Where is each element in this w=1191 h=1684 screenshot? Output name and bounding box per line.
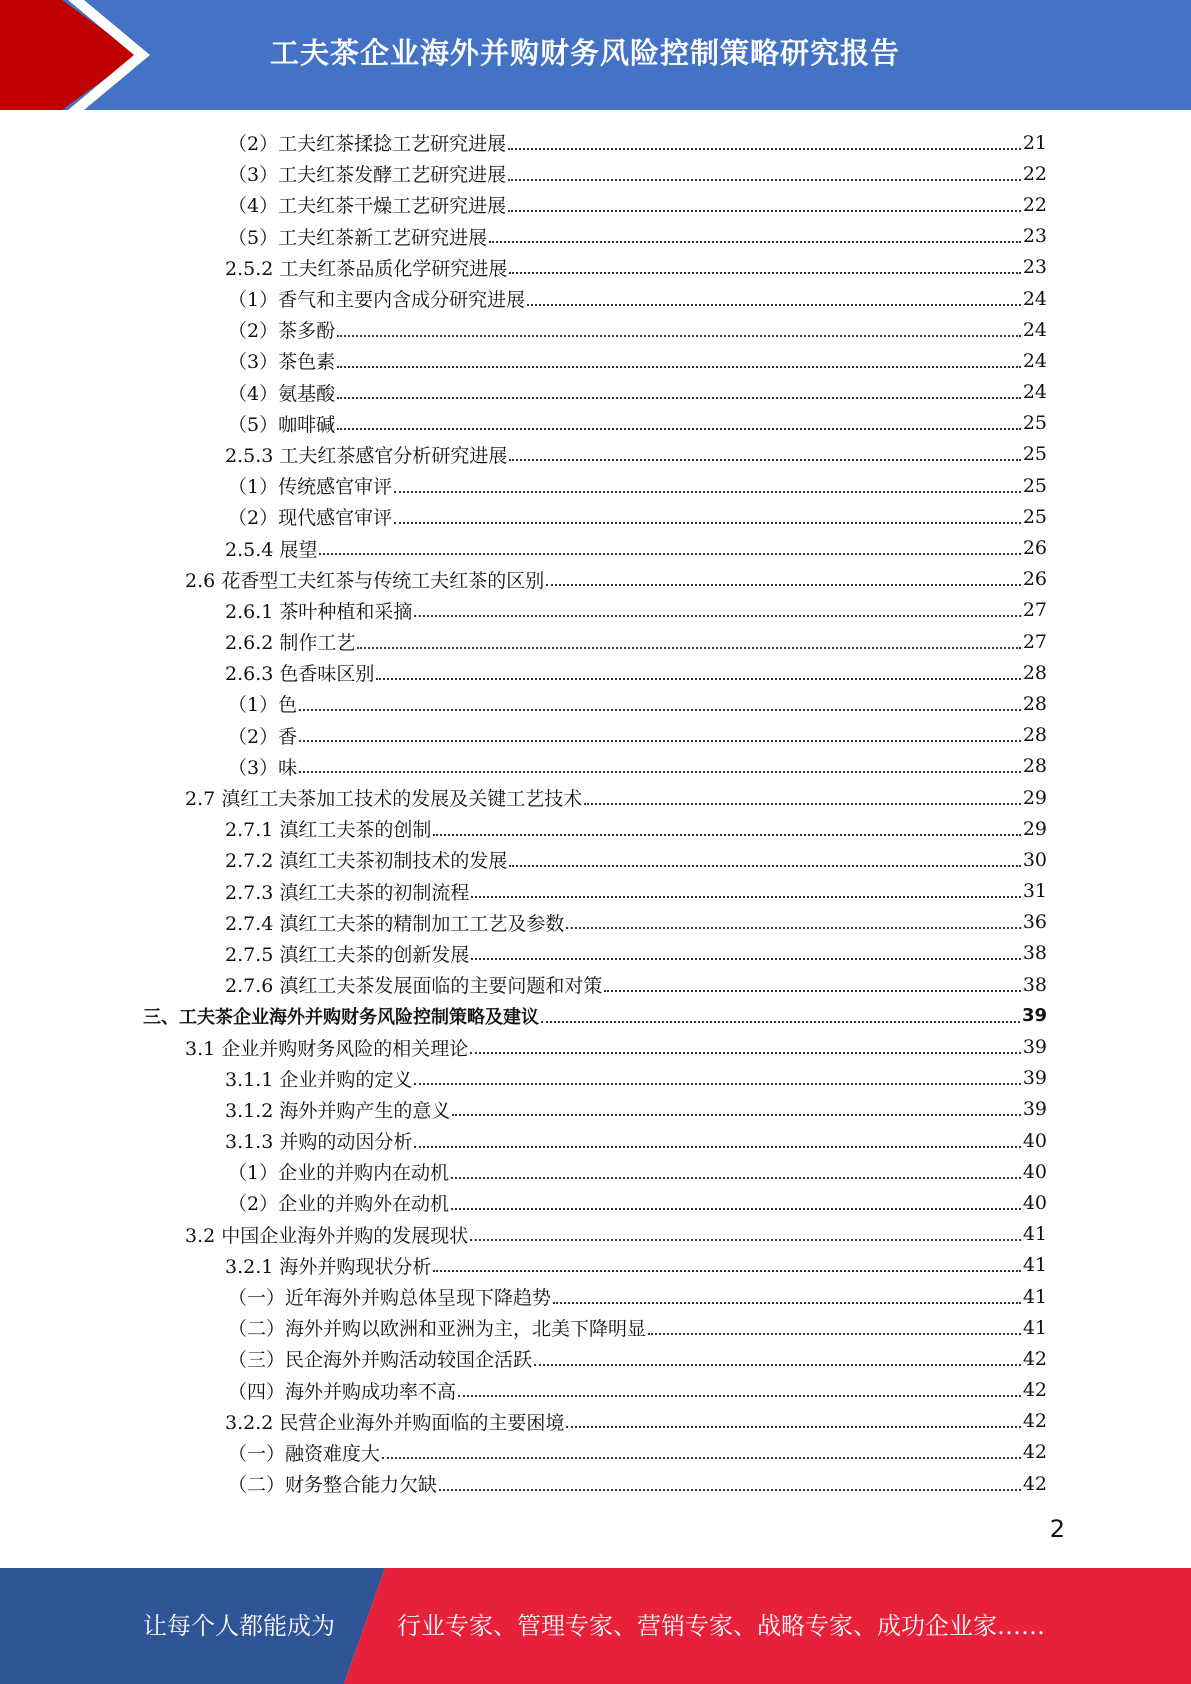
toc-entry-label: 2.7.4 滇红工夫茶的精制加工工艺及参数 — [225, 912, 565, 935]
toc-dot-leader — [508, 179, 1021, 181]
toc-entry-label: （3）味 — [228, 756, 298, 779]
toc-dot-leader — [414, 1083, 1020, 1085]
toc-entry[interactable] — [0, 1281, 1191, 1312]
toc-entry-page: 39 — [1021, 1005, 1047, 1027]
toc-entry-page: 30 — [1022, 848, 1047, 871]
toc-entry-label: 2.6.1 茶叶种植和采摘 — [225, 600, 413, 623]
toc-dot-leader — [319, 553, 1020, 555]
footer-slogan-right: 行业专家、管理专家、营销专家、战略专家、成功企业家…… — [397, 1612, 1045, 1640]
toc-dot-leader — [337, 397, 1021, 399]
toc-dot-leader — [337, 428, 1021, 430]
toc-entry[interactable] — [0, 1250, 1191, 1281]
toc-entry-label: 3.1.3 并购的动因分析 — [225, 1131, 413, 1154]
toc-dot-leader — [433, 834, 1020, 836]
toc-entry-page: 40 — [1022, 1160, 1047, 1183]
toc-entry-page: 23 — [1022, 256, 1047, 279]
toc-entry-label: 2.6 花香型工夫红茶与传统工夫红茶的区别 — [185, 569, 545, 592]
toc-entry-label: 2.7.2 滇红工夫茶初制技术的发展 — [225, 850, 508, 873]
toc-entry[interactable] — [0, 252, 1191, 283]
toc-entry-page: 28 — [1022, 755, 1047, 778]
toc-entry-page: 42 — [1022, 1472, 1047, 1495]
toc-entry-label: （二）海外并购以欧洲和亚洲为主，北美下降明显 — [228, 1318, 647, 1341]
toc-entry-page: 24 — [1022, 287, 1047, 310]
toc-dot-leader — [541, 1021, 1020, 1023]
toc-entry[interactable] — [0, 1031, 1191, 1062]
toc-dot-leader — [458, 1395, 1021, 1397]
toc-entry-page: 42 — [1022, 1410, 1047, 1433]
toc-entry-page: 38 — [1022, 942, 1047, 965]
toc-dot-leader — [553, 1302, 1021, 1304]
toc-dot-leader — [584, 803, 1021, 805]
toc-entry[interactable] — [0, 751, 1191, 782]
toc-entry-label: （二）财务整合能力欠缺 — [228, 1474, 438, 1497]
toc-entry-label: （3）工夫红茶发酵工艺研究进展 — [228, 164, 507, 187]
toc-entry-label: （2）香 — [228, 725, 298, 748]
toc-dot-leader — [452, 1114, 1020, 1116]
toc-entry-label: 2.7.1 滇红工夫茶的创制 — [225, 819, 432, 842]
toc-entry-page: 23 — [1022, 225, 1047, 248]
toc-entry-page: 22 — [1022, 162, 1047, 185]
toc-dot-leader — [394, 491, 1021, 493]
toc-entry-label: （1）传统感官审评 — [228, 476, 393, 499]
toc-entry-label: （2）工夫红茶揉捻工艺研究进展 — [228, 133, 507, 156]
toc-entry-page: 24 — [1022, 349, 1047, 372]
toc-entry-page: 24 — [1022, 318, 1047, 341]
toc-dot-leader — [534, 1364, 1021, 1366]
toc-entry[interactable] — [0, 470, 1191, 501]
toc-entry-label: （5）咖啡碱 — [228, 413, 336, 436]
toc-entry-label: 三、工夫茶企业海外并购财务风险控制策略及建议 — [143, 1006, 539, 1028]
toc-entry[interactable] — [0, 782, 1191, 813]
toc-entry-label: （2）现代感官审评 — [228, 507, 393, 530]
toc-entry-label: （1）色 — [228, 694, 298, 717]
toc-entry-page: 26 — [1022, 537, 1047, 560]
toc-entry[interactable] — [0, 626, 1191, 657]
toc-entry-label: 2.7.3 滇红工夫茶的初制流程 — [225, 881, 470, 904]
toc-dot-leader — [337, 366, 1021, 368]
toc-entry[interactable] — [0, 1219, 1191, 1250]
toc-entry-label: （1）企业的并购内在动机 — [228, 1162, 450, 1185]
toc-entry-page: 31 — [1022, 880, 1047, 903]
toc-entry-page: 41 — [1022, 1285, 1047, 1308]
toc-entry-page: 36 — [1022, 911, 1047, 934]
toc-entry[interactable] — [0, 657, 1191, 688]
toc-entry-label: （四）海外并购成功率不高 — [228, 1380, 457, 1403]
toc-dot-leader — [451, 1177, 1021, 1179]
toc-entry-page: 29 — [1022, 817, 1047, 840]
toc-entry-page: 29 — [1022, 786, 1047, 809]
toc-dot-leader — [433, 1270, 1020, 1272]
toc-entry-page: 28 — [1022, 661, 1047, 684]
toc-entry-page: 41 — [1022, 1316, 1047, 1339]
toc-entry-label: （1）香气和主要内含成分研究进展 — [228, 289, 526, 312]
toc-entry[interactable] — [0, 1312, 1191, 1343]
toc-dot-leader — [509, 865, 1020, 867]
toc-entry-label: 3.2 中国企业海外并购的发展现状 — [185, 1224, 469, 1247]
toc-entry-label: 2.5.3 工夫红茶感官分析研究进展 — [225, 444, 508, 467]
toc-entry-page: 41 — [1022, 1223, 1047, 1246]
toc-entry-label: 3.1.1 企业并购的定义 — [225, 1068, 413, 1091]
toc-entry-label: 3.2.2 民营企业海外并购面临的主要困境 — [225, 1411, 565, 1434]
table-of-contents — [0, 127, 1191, 1499]
toc-entry-label: 2.5.2 工夫红茶品质化学研究进展 — [225, 257, 508, 280]
toc-entry-label: （2）茶多酚 — [228, 320, 336, 343]
toc-dot-leader — [508, 210, 1021, 212]
toc-entry-page: 42 — [1022, 1347, 1047, 1370]
toc-entry-label: （一）融资难度大 — [228, 1442, 381, 1465]
toc-entry[interactable] — [0, 221, 1191, 252]
page-footer — [0, 1568, 1191, 1684]
toc-entry[interactable] — [0, 688, 1191, 719]
toc-dot-leader — [566, 1426, 1020, 1428]
header-arrow-decoration — [0, 0, 160, 110]
toc-entry[interactable] — [0, 720, 1191, 751]
report-title: 工夫茶企业海外并购财务风险控制策略研究报告 — [270, 36, 901, 70]
toc-entry-label: 2.6.2 制作工艺 — [225, 632, 356, 655]
toc-entry[interactable] — [0, 1063, 1191, 1094]
toc-entry[interactable] — [0, 345, 1191, 376]
toc-entry[interactable] — [0, 1000, 1191, 1031]
toc-dot-leader — [604, 990, 1020, 992]
toc-entry-page: 25 — [1022, 505, 1047, 528]
toc-entry[interactable] — [0, 1406, 1191, 1437]
toc-dot-leader — [489, 241, 1021, 243]
toc-dot-leader — [299, 771, 1021, 773]
toc-entry-page: 39 — [1022, 1098, 1047, 1121]
toc-entry-page: 27 — [1022, 630, 1047, 653]
toc-entry[interactable] — [0, 813, 1191, 844]
toc-entry-page: 38 — [1022, 973, 1047, 996]
toc-entry[interactable] — [0, 1125, 1191, 1156]
toc-entry-page: 21 — [1022, 131, 1047, 154]
toc-entry[interactable] — [0, 158, 1191, 189]
toc-entry[interactable] — [0, 564, 1191, 595]
toc-entry-page: 25 — [1022, 474, 1047, 497]
toc-entry-page: 39 — [1022, 1067, 1047, 1090]
footer-slogan-left: 让每个人都能成为 — [143, 1612, 335, 1640]
toc-entry[interactable] — [0, 501, 1191, 532]
toc-entry[interactable] — [0, 1094, 1191, 1125]
toc-entry[interactable] — [0, 1156, 1191, 1187]
toc-entry[interactable] — [0, 377, 1191, 408]
toc-dot-leader — [470, 1239, 1021, 1241]
toc-entry-label: 2.6.3 色香味区别 — [225, 663, 375, 686]
toc-dot-leader — [299, 709, 1021, 711]
toc-dot-leader — [527, 304, 1021, 306]
toc-entry-label: （2）企业的并购外在动机 — [228, 1193, 450, 1216]
toc-entry[interactable] — [0, 1468, 1191, 1499]
toc-entry-page: 28 — [1022, 724, 1047, 747]
toc-dot-leader — [546, 584, 1021, 586]
toc-entry[interactable] — [0, 314, 1191, 345]
toc-entry-label: （3）茶色素 — [228, 351, 336, 374]
toc-dot-leader — [471, 896, 1020, 898]
toc-entry-label: 3.1.2 海外并购产生的意义 — [225, 1099, 451, 1122]
toc-dot-leader — [414, 615, 1020, 617]
toc-entry-page: 41 — [1022, 1254, 1047, 1277]
toc-dot-leader — [648, 1333, 1021, 1335]
toc-entry-page: 24 — [1022, 381, 1047, 404]
toc-dot-leader — [451, 1208, 1021, 1210]
toc-dot-leader — [470, 1052, 1021, 1054]
toc-entry-page: 42 — [1022, 1441, 1047, 1464]
toc-entry-label: 2.5.4 展望 — [225, 538, 318, 561]
toc-entry[interactable] — [0, 1375, 1191, 1406]
toc-entry[interactable] — [0, 595, 1191, 626]
toc-dot-leader — [357, 647, 1020, 649]
toc-dot-leader — [382, 1457, 1021, 1459]
toc-entry-label: 2.7.5 滇红工夫茶的创新发展 — [225, 943, 470, 966]
toc-entry-label: 3.2.1 海外并购现状分析 — [225, 1255, 432, 1278]
toc-dot-leader — [299, 740, 1021, 742]
toc-entry-page: 26 — [1022, 568, 1047, 591]
toc-dot-leader — [337, 335, 1021, 337]
toc-entry-label: 2.7 滇红工夫茶加工技术的发展及关键工艺技术 — [185, 788, 583, 811]
toc-entry-label: （一）近年海外并购总体呈现下降趋势 — [228, 1287, 552, 1310]
page-header — [0, 0, 1191, 110]
toc-entry-label: 3.1 企业并购财务风险的相关理论 — [185, 1037, 469, 1060]
toc-entry[interactable] — [0, 1437, 1191, 1468]
toc-entry[interactable] — [0, 189, 1191, 220]
toc-dot-leader — [471, 958, 1020, 960]
toc-entry-page: 40 — [1022, 1191, 1047, 1214]
toc-entry-page: 40 — [1022, 1129, 1047, 1152]
page-number: 2 — [1049, 1515, 1065, 1543]
toc-entry[interactable] — [0, 1343, 1191, 1374]
toc-dot-leader — [509, 272, 1020, 274]
toc-entry[interactable] — [0, 283, 1191, 314]
toc-entry-page: 42 — [1022, 1379, 1047, 1402]
toc-entry-label: （三）民企海外并购活动较国企活跃 — [228, 1349, 533, 1372]
toc-dot-leader — [509, 459, 1020, 461]
toc-entry[interactable] — [0, 938, 1191, 969]
toc-entry[interactable] — [0, 907, 1191, 938]
toc-entry[interactable] — [0, 844, 1191, 875]
toc-dot-leader — [439, 1489, 1021, 1491]
toc-entry[interactable] — [0, 439, 1191, 470]
toc-entry[interactable] — [0, 532, 1191, 563]
toc-dot-leader — [508, 148, 1021, 150]
toc-entry-page: 25 — [1022, 412, 1047, 435]
toc-entry-label: （4）氨基酸 — [228, 382, 336, 405]
toc-entry[interactable] — [0, 969, 1191, 1000]
toc-entry-page: 39 — [1022, 1036, 1047, 1059]
toc-dot-leader — [566, 927, 1020, 929]
toc-entry-page: 27 — [1022, 599, 1047, 622]
toc-entry[interactable] — [0, 408, 1191, 439]
toc-entry-label: 2.7.6 滇红工夫茶发展面临的主要问题和对策 — [225, 975, 603, 998]
toc-entry-label: （4）工夫红茶干燥工艺研究进展 — [228, 195, 507, 218]
toc-entry[interactable] — [0, 127, 1191, 158]
toc-entry-page: 28 — [1022, 692, 1047, 715]
toc-entry-page: 25 — [1022, 443, 1047, 466]
toc-dot-leader — [376, 678, 1020, 680]
toc-entry-label: （5）工夫红茶新工艺研究进展 — [228, 226, 488, 249]
toc-entry[interactable] — [0, 876, 1191, 907]
toc-entry[interactable] — [0, 1187, 1191, 1218]
toc-dot-leader — [394, 522, 1021, 524]
toc-dot-leader — [414, 1146, 1020, 1148]
toc-entry-page: 22 — [1022, 193, 1047, 216]
